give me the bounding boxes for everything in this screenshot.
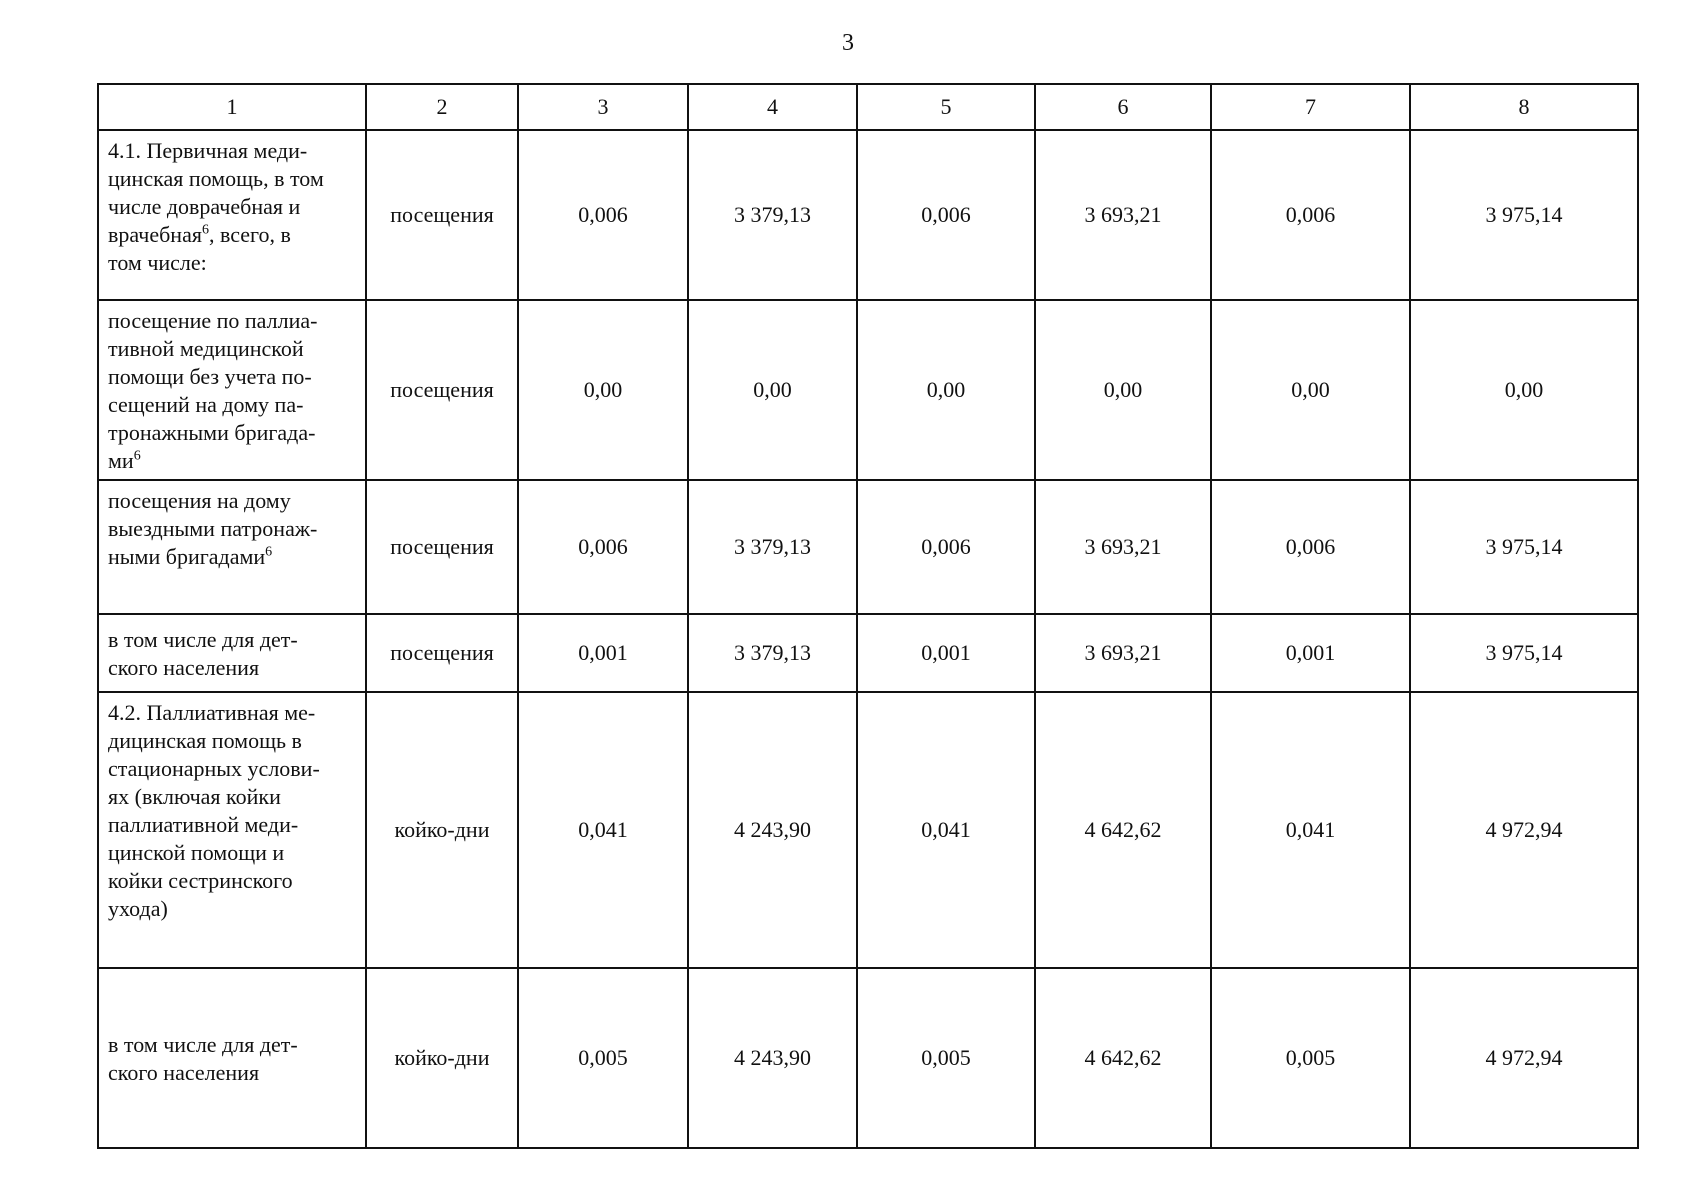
value-cell: 3 379,13 [688,614,857,692]
unit-cell: посещения [366,130,518,300]
row-label: в том числе для дет- ского населения [98,968,366,1148]
page-number: 3 [842,30,854,56]
value-cell: 0,001 [1211,614,1410,692]
column-number-header: 2 [366,84,518,130]
value-cell: 0,001 [518,614,688,692]
value-cell: 0,00 [518,300,688,480]
value-cell: 0,005 [518,968,688,1148]
value-cell: 3 975,14 [1410,614,1638,692]
value-cell: 0,00 [857,300,1035,480]
value-cell: 3 379,13 [688,480,857,614]
data-table [97,83,1639,1149]
column-number-header: 8 [1410,84,1638,130]
value-cell: 4 972,94 [1410,968,1638,1148]
footnote-marker: 6 [133,448,141,464]
value-cell: 0,00 [1410,300,1638,480]
value-cell: 0,041 [857,692,1035,968]
column-number-header: 6 [1035,84,1211,130]
value-cell: 0,006 [1211,130,1410,300]
value-cell: 3 693,21 [1035,130,1211,300]
column-number-header: 1 [98,84,366,130]
footnote-marker: 6 [265,544,273,560]
value-cell: 3 975,14 [1410,480,1638,614]
row-label: посещения на дому выездными патронаж- ными бригадами$^6$ [98,480,366,614]
value-cell: 0,006 [518,480,688,614]
value-cell: 0,041 [518,692,688,968]
value-cell: 0,006 [857,480,1035,614]
table-row [98,692,1638,968]
column-number-row [98,84,1638,130]
column-number-header: 7 [1211,84,1410,130]
value-cell: 3 693,21 [1035,614,1211,692]
footnote-marker: 6 [201,222,209,238]
value-cell: 0,005 [857,968,1035,1148]
column-number-header: 5 [857,84,1035,130]
value-cell: 4 642,62 [1035,692,1211,968]
value-cell: 4 642,62 [1035,968,1211,1148]
value-cell: 0,00 [1211,300,1410,480]
unit-cell: посещения [366,614,518,692]
table-row [98,614,1638,692]
value-cell: 0,006 [1211,480,1410,614]
value-cell: 0,006 [857,130,1035,300]
value-cell: 4 243,90 [688,692,857,968]
value-cell: 3 975,14 [1410,130,1638,300]
value-cell: 0,00 [1035,300,1211,480]
value-cell: 0,041 [1211,692,1410,968]
value-cell: 3 379,13 [688,130,857,300]
value-cell: 4 972,94 [1410,692,1638,968]
table-row [98,130,1638,300]
unit-cell: посещения [366,300,518,480]
column-number-header: 3 [518,84,688,130]
value-cell: 0,005 [1211,968,1410,1148]
table-row [98,480,1638,614]
table-row [98,968,1638,1148]
value-cell: 0,001 [857,614,1035,692]
row-label: 4.1. Первичная меди- цинская помощь, в том числе доврачебная и врачебная$^6$, всего, в том числе: [98,130,366,300]
value-cell: 0,006 [518,130,688,300]
value-cell: 0,00 [688,300,857,480]
unit-cell: койко-дни [366,692,518,968]
row-label: в том числе для дет- ского населения [98,614,366,692]
row-label: 4.2. Паллиативная ме- дицинская помощь в стационарных услови- ях (включая койки паллиативной меди- цинской помощи и койки сестринского ухода) [98,692,366,968]
value-cell: 4 243,90 [688,968,857,1148]
table-row [98,300,1638,480]
column-number-header: 4 [688,84,857,130]
unit-cell: койко-дни [366,968,518,1148]
unit-cell: посещения [366,480,518,614]
value-cell: 3 693,21 [1035,480,1211,614]
row-label: посещение по паллиа- тивной медицинской помощи без учета по- сещений на дому па- тронажными бригада- ми$^6$ [98,300,366,480]
